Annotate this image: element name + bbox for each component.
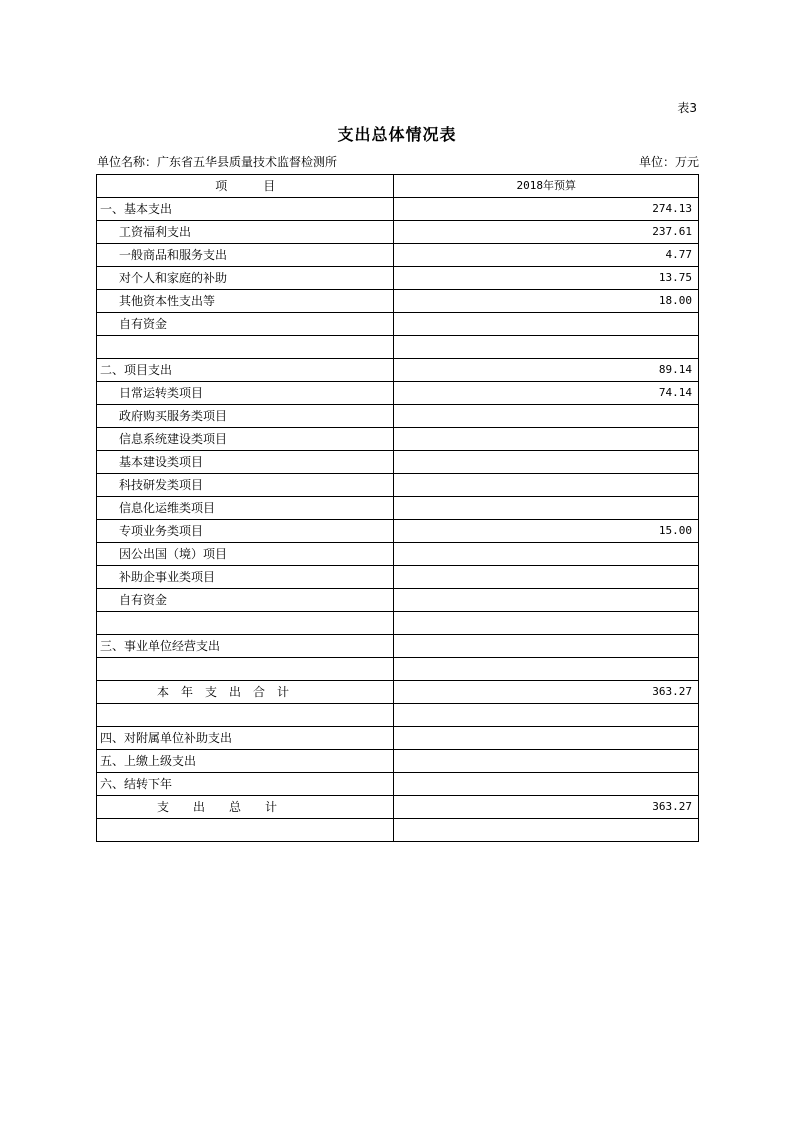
row-value: 4.77: [394, 244, 699, 267]
table-row: [97, 359, 699, 382]
row-value: [394, 451, 699, 474]
table-row: [97, 727, 699, 750]
row-value: [394, 704, 699, 727]
table-row: [97, 497, 699, 520]
row-value: [394, 543, 699, 566]
table-row: [97, 566, 699, 589]
row-label: [97, 819, 394, 842]
header-budget: 2018年预算: [394, 175, 699, 198]
table-row: [97, 819, 699, 842]
row-value: 274.13: [394, 198, 699, 221]
table-row: [97, 635, 699, 658]
row-label: 信息系统建设类项目: [97, 428, 394, 451]
row-label: 本 年 支 出 合 计: [97, 681, 394, 704]
row-value: 15.00: [394, 520, 699, 543]
header-item: 项 目: [97, 175, 394, 198]
row-value: [394, 405, 699, 428]
row-label: 一般商品和服务支出: [97, 244, 394, 267]
table-row: [97, 221, 699, 244]
table-row: [97, 658, 699, 681]
row-label: 日常运转类项目: [97, 382, 394, 405]
row-value: [394, 313, 699, 336]
row-value: [394, 497, 699, 520]
row-label: 六、结转下年: [97, 773, 394, 796]
row-label: 补助企事业类项目: [97, 566, 394, 589]
row-label: 四、对附属单位补助支出: [97, 727, 394, 750]
table-row: [97, 750, 699, 773]
row-label: [97, 658, 394, 681]
row-label: 支 出 总 计: [97, 796, 394, 819]
table-row: [97, 681, 699, 704]
table-row: [97, 520, 699, 543]
row-value: [394, 658, 699, 681]
row-value: 89.14: [394, 359, 699, 382]
currency-unit-label: 单位：万元: [638, 155, 699, 169]
row-value: [394, 635, 699, 658]
row-label: 自有资金: [97, 589, 394, 612]
row-label: [97, 704, 394, 727]
table-header-row: [97, 175, 699, 198]
row-label: [97, 336, 394, 359]
table-number: 表3: [677, 101, 697, 115]
table-row: [97, 336, 699, 359]
row-label: 其他资本性支出等: [97, 290, 394, 313]
row-value: [394, 773, 699, 796]
table-row: [97, 267, 699, 290]
row-value: [394, 428, 699, 451]
row-value: 363.27: [394, 681, 699, 704]
table-row: [97, 543, 699, 566]
row-value: 363.27: [394, 796, 699, 819]
row-label: 工资福利支出: [97, 221, 394, 244]
table-row: [97, 612, 699, 635]
table-row: [97, 704, 699, 727]
row-label: 一、基本支出: [97, 198, 394, 221]
row-label: 对个人和家庭的补助: [97, 267, 394, 290]
table-row: [97, 405, 699, 428]
table-row: [97, 290, 699, 313]
row-label: 因公出国（境）项目: [97, 543, 394, 566]
row-label: 二、项目支出: [97, 359, 394, 382]
table-row: [97, 796, 699, 819]
row-value: [394, 589, 699, 612]
row-label: [97, 612, 394, 635]
row-value: [394, 750, 699, 773]
row-value: 18.00: [394, 290, 699, 313]
table-row: [97, 773, 699, 796]
table-row: [97, 474, 699, 497]
organization-label: 单位名称：广东省五华县质量技术监督检测所: [97, 155, 338, 169]
row-label: 自有资金: [97, 313, 394, 336]
row-value: [394, 612, 699, 635]
expenditure-table: [96, 174, 699, 842]
page-title: 支出总体情况表: [337, 125, 457, 144]
row-label: 政府购买服务类项目: [97, 405, 394, 428]
table-row: [97, 428, 699, 451]
row-label: 信息化运维类项目: [97, 497, 394, 520]
row-value: 13.75: [394, 267, 699, 290]
row-value: [394, 727, 699, 750]
row-value: [394, 819, 699, 842]
row-label: 三、事业单位经营支出: [97, 635, 394, 658]
table-row: [97, 451, 699, 474]
table-row: [97, 313, 699, 336]
table-row: [97, 589, 699, 612]
row-label: 五、上缴上级支出: [97, 750, 394, 773]
row-label: 专项业务类项目: [97, 520, 394, 543]
row-label: 科技研发类项目: [97, 474, 394, 497]
table-row: [97, 382, 699, 405]
row-value: [394, 566, 699, 589]
table-row: [97, 244, 699, 267]
row-value: [394, 474, 699, 497]
row-value: 237.61: [394, 221, 699, 244]
table-row: [97, 198, 699, 221]
row-label: 基本建设类项目: [97, 451, 394, 474]
row-value: 74.14: [394, 382, 699, 405]
row-value: [394, 336, 699, 359]
